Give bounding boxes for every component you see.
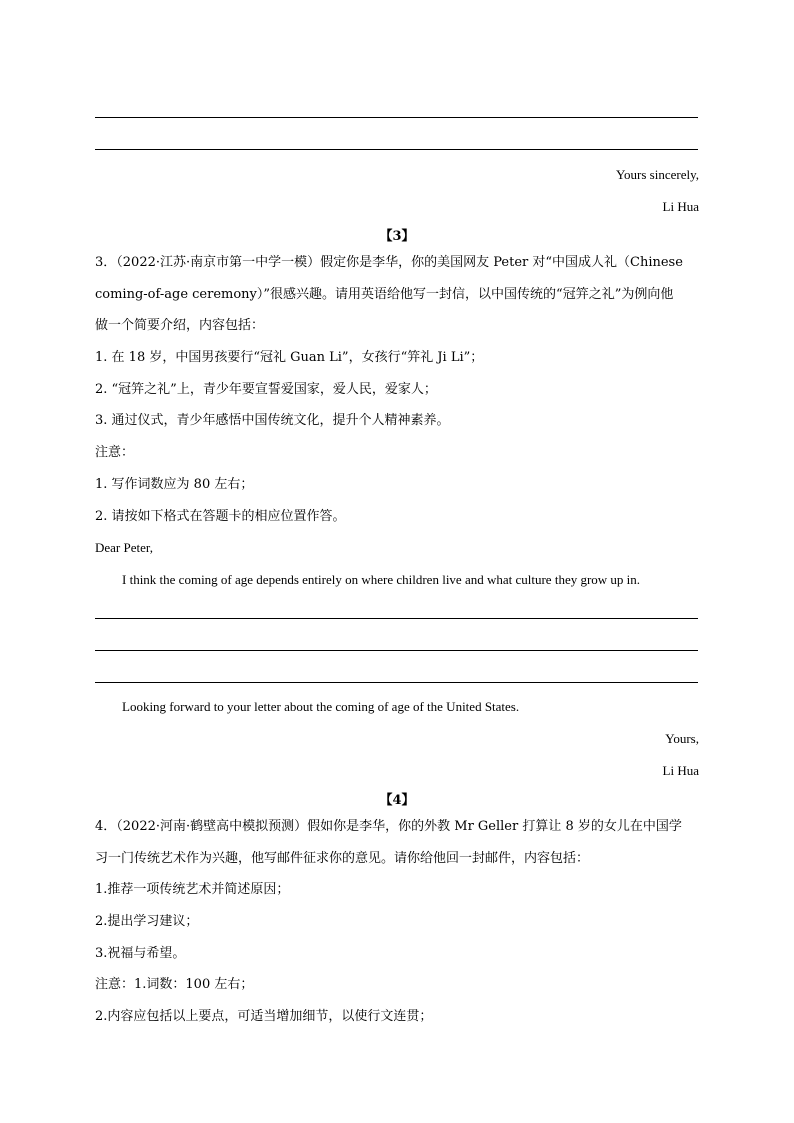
notice-label: 注意： bbox=[95, 445, 135, 460]
answer-line bbox=[95, 650, 698, 651]
letter-opening-sentence: I think the coming of age depends entirely on where children live and what culture they grow up in. bbox=[122, 572, 641, 587]
letter-signature: Li Hua bbox=[662, 199, 699, 214]
letter-signature: Li Hua bbox=[662, 763, 699, 778]
note-item: 1. 写作词数应为 80 左右； bbox=[95, 477, 254, 492]
content-point: 1.推荐一项传统艺术并简述原因； bbox=[95, 882, 290, 897]
answer-line bbox=[95, 117, 698, 118]
question-text-line: 做一个简要介绍，内容包括： bbox=[95, 318, 265, 333]
question-text-line: coming-of-age ceremony）”很感兴趣。请用英语给他写一封信，以中国传统的“冠笄之礼”为例向他 bbox=[95, 287, 674, 302]
answer-line bbox=[95, 682, 698, 683]
section-header: 【4】 bbox=[379, 793, 415, 808]
answer-line bbox=[95, 618, 698, 619]
note-item: 2. 请按如下格式在答题卡的相应位置作答。 bbox=[95, 509, 346, 524]
content-point: 2. “冠笄之礼”上，青少年要宣誓爱国家，爱人民，爱家人； bbox=[95, 382, 437, 397]
content-point: 2.提出学习建议； bbox=[95, 914, 199, 929]
question-text-line: 3．（2022·江苏·南京市第一中学一模）假定你是李华，你的美国网友 Peter 对“中国成人礼（Chinese bbox=[95, 255, 683, 270]
question-text-line: 4．（2022·河南·鹤壁高中模拟预测）假如你是李华，你的外教 Mr Geller 打算让 8 岁的女儿在中国学 bbox=[95, 819, 682, 834]
note-item: 注意：1.词数：100 左右； bbox=[95, 977, 254, 992]
content-point: 3. 通过仪式，青少年感悟中国传统文化，提升个人精神素养。 bbox=[95, 413, 450, 428]
question-text-line: 习一门传统艺术作为兴趣，他写邮件征求你的意见。请你给他回一封邮件，内容包括： bbox=[95, 851, 590, 866]
letter-closing-sentence: Looking forward to your letter about the coming of age of the United States. bbox=[122, 699, 520, 714]
answer-line bbox=[95, 149, 698, 150]
letter-greeting: Dear Peter, bbox=[95, 540, 153, 555]
content-point: 3.祝福与希望。 bbox=[95, 946, 186, 961]
letter-closing: Yours, bbox=[665, 731, 699, 746]
note-item: 2.内容应包括以上要点，可适当增加细节，以使行文连贯； bbox=[95, 1009, 433, 1024]
section-header: 【3】 bbox=[379, 229, 415, 244]
letter-closing: Yours sincerely, bbox=[615, 167, 699, 182]
content-point: 1. 在 18 岁，中国男孩要行“冠礼 Guan Li”，女孩行“笄礼 Ji Li”； bbox=[95, 350, 484, 365]
